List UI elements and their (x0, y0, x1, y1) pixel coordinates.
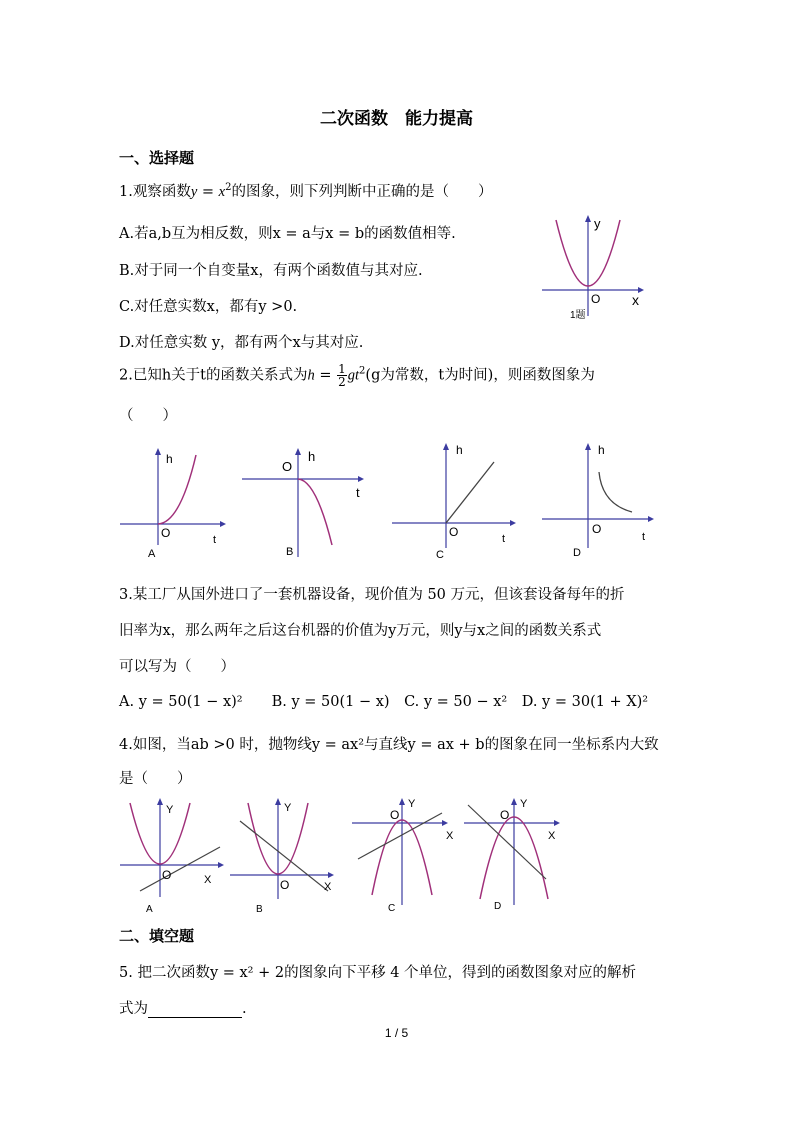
q2-graph-c (390, 440, 520, 562)
q1-fig-x-label: x (632, 292, 639, 308)
q2-stem: 2.已知h关于t的函数关系式为h = $\frac{1}{2}$ $gt^2(g$为常数，t为时间)，则函数图象为 (119, 362, 595, 389)
q4-graph-a (118, 795, 228, 917)
q2d-origin: O (592, 522, 602, 536)
q2b-axis-h: h (308, 449, 316, 464)
q4-graph-c (350, 795, 462, 917)
q4b-label: B (256, 904, 263, 915)
q2a-origin: O (161, 526, 171, 540)
q2d-axis-t: t (642, 531, 646, 543)
q1-stem: 1.观察函数$y = x^2$的图象，则下列判断中正确的是（ ） (119, 182, 493, 200)
q1-fig-y-label: y (594, 216, 601, 231)
q1-figure (538, 212, 648, 324)
q2b-axis-t: t (356, 485, 360, 500)
q2-answer-paren: （ ） (119, 408, 177, 424)
q1-option-a: A.若a,b互为相反数，则x = a与x = b的函数值相等. (119, 226, 456, 242)
q4c-origin: O (390, 808, 400, 822)
q1-option-b: B.对于同一个自变量x，有两个函数值与其对应. (119, 263, 423, 279)
q5-line-2: 式为 . (119, 1001, 247, 1017)
q4-graph-d (462, 795, 574, 917)
q4c-axis-x: X (446, 830, 454, 842)
q4a-axis-x: X (204, 874, 212, 886)
q4c-axis-y: Y (408, 798, 416, 810)
q1-option-d: D.对任意实数 y，都有两个x与其对应. (119, 335, 364, 351)
q2-graph-d (540, 440, 660, 562)
q3-options: A. y = 50(1 − x)² B. y = 50(1 − x) C. y = 50 − x² D. y = 30(1 + X)² (119, 694, 649, 710)
page-number: 1 / 5 (384, 1026, 409, 1040)
q4-line-1: 4.如图，当ab >0 时，抛物线y = ax²与直线y = ax + b的图象在同一坐标系内大致 (119, 737, 659, 753)
q4b-axis-y: Y (284, 802, 292, 814)
q4b-origin: O (280, 878, 290, 892)
q3-line-1: 3.某工厂从国外进口了一套机器设备，现价值为 50 万元，但该套设备每年的折 (119, 587, 625, 603)
q4-graph-b (228, 795, 343, 917)
q2a-axis-h: h (166, 452, 173, 466)
q2d-axis-h: h (598, 443, 605, 457)
q2a-axis-t: t (213, 534, 217, 546)
q2-graph-b (240, 445, 370, 560)
q4a-label: A (146, 904, 153, 915)
q2c-axis-h: h (456, 443, 463, 457)
q4-line-2: 是（ ） (119, 771, 192, 787)
q4d-label: D (494, 901, 502, 912)
q2-graph-a (118, 445, 230, 560)
q4b-axis-x: X (324, 881, 332, 893)
q2c-origin: O (449, 525, 459, 539)
q4d-axis-x: X (548, 830, 556, 842)
q3-line-2: 旧率为x，那么两年之后这台机器的价值为y万元，则y与x之间的函数关系式 (119, 623, 602, 639)
q2b-label: B (286, 546, 294, 558)
q5-answer-blank[interactable] (148, 1003, 242, 1018)
q2a-label: A (148, 548, 156, 560)
section-choice-heading: 一、选择题 (119, 149, 195, 167)
q5-line-1: 5. 把二次函数y = x² + 2的图象向下平移 4 个单位，得到的函数图象对应的解析 (119, 965, 637, 981)
q3-line-3: 可以写为（ ） (119, 659, 235, 675)
section-fill-heading: 二、填空题 (119, 927, 195, 945)
q2c-label: C (436, 549, 444, 561)
q2d-label: D (573, 547, 581, 559)
q4c-label: C (388, 903, 396, 914)
q4d-origin: O (500, 808, 510, 822)
q1-fig-caption: 1题 (570, 310, 586, 321)
q2b-origin: O (282, 459, 293, 474)
q4d-axis-y: Y (520, 798, 528, 810)
q4a-axis-y: Y (166, 804, 174, 816)
q1-fig-origin: O (591, 292, 601, 306)
page-title: 二次函数 能力提高 (320, 109, 473, 129)
q2c-axis-t: t (502, 533, 506, 545)
q4a-origin: O (162, 868, 172, 882)
q1-option-c: C.对任意实数x，都有y >0. (119, 299, 298, 315)
